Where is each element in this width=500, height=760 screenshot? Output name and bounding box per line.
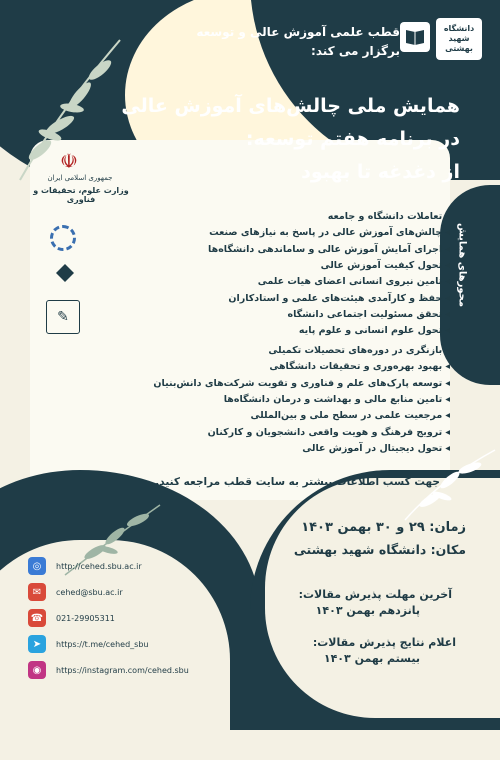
bullet-icon: ◂ [445,259,450,271]
bullet-icon: ◂ [445,410,450,422]
bullet-icon: ◂ [445,361,450,373]
bullet-icon: ◂ [445,426,450,438]
topic-text: تحقق مسئولیت اجتماعی دانشگاه [287,308,443,320]
topic-item [250,410,450,421]
organizer-subline: برگزار می کند: [311,44,400,58]
bullet-icon: ◂ [445,393,450,405]
contact-text[interactable]: https://t.me/cehed_sbu [56,639,149,649]
topic-item [299,325,450,336]
topic-text: حفظ و کارآمدی هیئت‌های علمی و استادکاران [228,292,443,304]
contact-text[interactable]: cehed@sbu.ac.ir [56,587,123,597]
bullet-icon: ◂ [445,325,450,337]
bullet-icon: ◂ [445,227,450,239]
bullet-icon: ◂ [445,442,450,454]
globe-icon: ◎ [28,557,46,575]
topic-item [224,394,450,405]
topic-item [269,361,450,372]
topic-text: بازنگری در دوره‌های تحصیلات تکمیلی [268,345,443,356]
partner-logo-3-icon: ✎ [46,300,80,334]
topic-text: تحول کیفیت آموزش عالی [320,259,443,271]
topic-item [209,227,450,238]
topic-item [302,443,450,454]
university-logo: دانشگاه شهید بهشتی [436,18,482,60]
bullet-icon: ◂ [445,211,450,222]
topic-item [321,260,450,271]
event-place: مکان: دانشگاه شهید بهشتی [293,542,466,557]
submit-deadline-date: پانزدهم بهمن ۱۴۰۳ [315,604,420,617]
topic-text: ترویج فرهنگ و هویت واقعی دانشجویان و کارکنان [207,426,443,438]
topic-text: اجرای آمایش آموزش عالی و ساماندهی دانشگاه‌ها [208,243,443,255]
topic-text: تامین نیروی انسانی اعضای هیات علمی [257,276,443,288]
title-line-3: از دغدغه تا بهبود [301,161,460,183]
mail-icon: ✉ [28,583,46,601]
ministry-name: وزارت علوم، تحقیقات و فناوری [33,186,129,204]
topic-text: مرجعیت علمی در سطح ملی و بین‌المللی [250,410,443,422]
bullet-icon: ◂ [445,276,450,288]
topic-item [208,427,450,438]
title-line-1: همایش ملی چالش‌های آموزش عالی [121,95,460,117]
topic-item [268,345,450,356]
partner-logo-1-icon [50,225,76,251]
bullet-icon: ◂ [445,345,450,356]
result-deadline-label: اعلام نتایج پذیرش مقالات: [312,636,456,649]
bullet-icon: ◂ [445,243,450,255]
emblem-icon: ☫ [60,149,78,173]
topics-side-label: محورهای همایش [456,222,468,308]
topic-item [153,378,450,389]
topic-text: تحول دیجیتال در آموزش عالی [302,442,443,454]
ministry-country: جمهوری اسلامی ایران [47,174,113,182]
bullet-icon: ◂ [445,308,450,320]
telegram-icon: ➤ [28,635,46,653]
more-info-text: جهت کسب اطلاعات بیشتر به سایت قطب مراجعه کنید. [155,476,440,488]
contact-text[interactable]: https://instagram.com/cehed.sbu [56,665,189,675]
title-line-2: در برنامه هفتم توسعه: [245,128,460,150]
topic-text: تعاملات دانشگاه و جامعه [327,211,443,222]
contact-row[interactable] [28,557,142,575]
phone-icon: ☎ [28,609,46,627]
contact-text[interactable]: http://cehed.sbu.ac.ir [56,561,142,571]
result-deadline-date: بیستم بهمن ۱۴۰۳ [323,652,420,665]
contact-row[interactable] [28,609,115,627]
contact-row[interactable] [28,635,148,653]
topic-item [208,244,450,255]
topic-item [328,211,450,222]
topic-text: بهبود بهره‌وری و تحقیقات دانشگاهی [269,361,443,373]
topic-text: توسعه پارک‌های علم و فناوری و تقویت شرکت‌های دانش‌بنیان [153,377,443,389]
topic-item [288,309,451,320]
instagram-icon: ◉ [28,661,46,679]
contact-text[interactable]: 021-29905311 [56,613,115,623]
bullet-icon: ◂ [445,377,450,389]
organizer-line: قطب علمی آموزش عالی و توسعه [196,25,400,39]
event-time: زمان: ۲۹ و ۳۰ بهمن ۱۴۰۳ [301,520,466,535]
contact-row[interactable] [28,583,123,601]
contact-row[interactable] [28,661,189,679]
book-logo-icon [400,22,430,52]
topic-item [258,276,450,287]
submit-deadline-label: آخرین مهلت پذیرش مقالات: [298,588,452,601]
topic-text: تامین منابع مالی و بهداشت و درمان دانشگاه‌ها [223,393,443,405]
topic-text: چالش‌های آموزش عالی در پاسخ به نیازهای صنعت [209,227,443,239]
topic-item [228,293,450,304]
bullet-icon: ◂ [445,292,450,304]
topic-text: تحول علوم انسانی و علوم پایه [298,325,443,337]
